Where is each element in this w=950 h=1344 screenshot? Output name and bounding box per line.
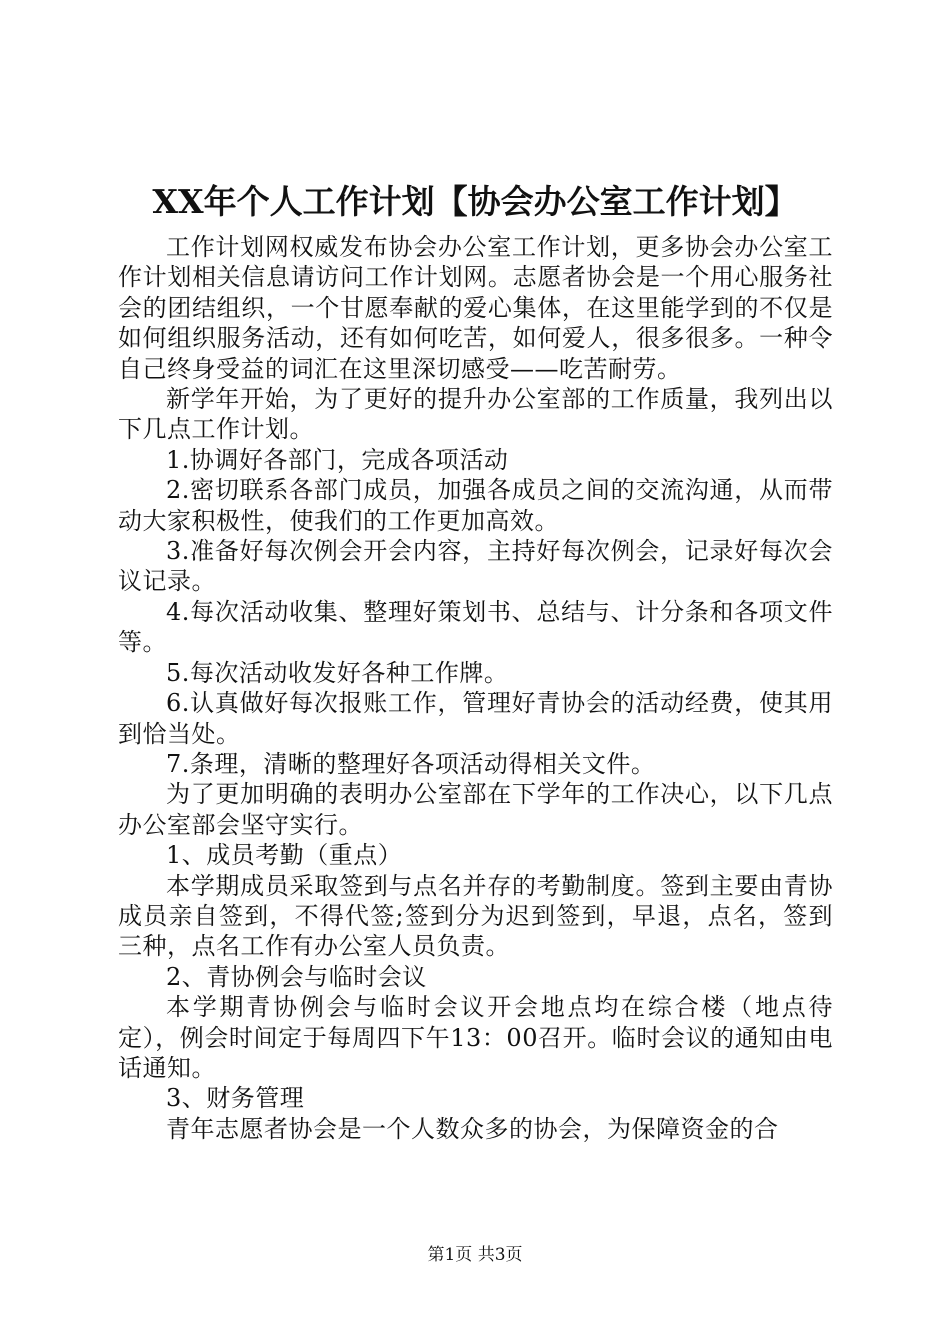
section-heading: 3、财务管理 <box>166 1084 305 1113</box>
document-title: XX年个人工作计划【协会办公室工作计划】 <box>152 182 798 221</box>
list-item: 2.密切联系各部门成员，加强各成员之间的交流沟通，从而带动大家积极性，使我们的工作更加高效。 <box>118 476 833 535</box>
paragraph: 青年志愿者协会是一个人数众多的协会，为保障资金的合 <box>166 1114 779 1143</box>
list-item: 4.每次活动收集、整理好策划书、总结与、计分条和各项文件等。 <box>118 597 833 657</box>
section-heading: 1、成员考勤（重点） <box>166 841 403 870</box>
paragraph: 本学期成员采取签到与点名并存的考勤制度。签到主要由青协成员亲自签到，不得代签;签到分为迟到签到，早退，点名，签到三种，点名工作有办公室人员负责。 <box>118 871 833 961</box>
paragraph: 工作计划网权威发布协会办公室工作计划，更多协会办公室工作计划相关信息请访问工作计划网。志愿者协会是一个用心服务社会的团结组织，一个甘愿奉献的爱心集体，在这里能学到的不仅是如何组织服务活动，还有如何吃苦，如何爱人，很多很多。一种令自己终身受益的词汇在这里深切感受——吃苦耐劳。 <box>118 233 833 383</box>
paragraph: 新学年开始，为了更好的提升办公室部的工作质量，我列出以下几点工作计划。 <box>118 385 833 444</box>
paragraph: 为了更加明确的表明办公室部在下学年的工作决心，以下几点办公室部会坚守实行。 <box>118 780 833 839</box>
list-item: 5.每次活动收发好各种工作牌。 <box>166 658 509 687</box>
list-item: 1.协调好各部门，完成各项活动 <box>166 445 509 474</box>
document-body <box>118 232 833 1144</box>
section-heading: 2、青协例会与临时会议 <box>166 962 427 991</box>
list-item: 7.条理，清晰的整理好各项活动得相关文件。 <box>166 749 656 778</box>
page-footer: 第1页 共3页 <box>427 1245 523 1265</box>
list-item: 3.准备好每次例会开会内容，主持好每次例会，记录好每次会议记录。 <box>118 537 833 596</box>
paragraph: 本学期青协例会与临时会议开会地点均在综合楼（地点待定），例会时间定于每周四下午13：00召开。临时会议的通知由电话通知。 <box>118 993 833 1082</box>
list-item: 6.认真做好每次报账工作，管理好青协会的活动经费，使其用到恰当处。 <box>118 689 833 748</box>
